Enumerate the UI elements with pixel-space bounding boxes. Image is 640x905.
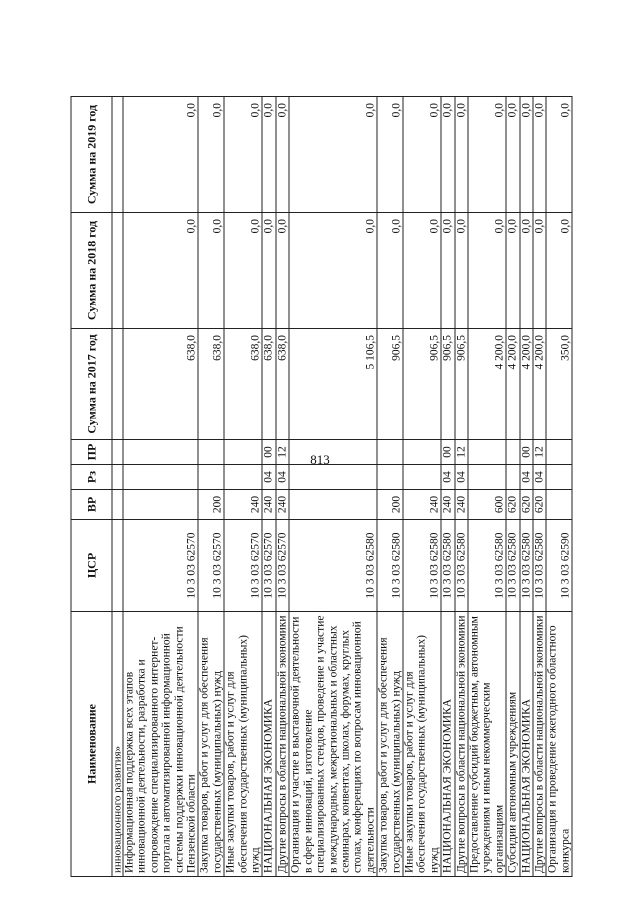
table-row [377, 97, 403, 877]
table-row [112, 97, 123, 877]
cell-sum-2018: 0,0 [224, 213, 262, 329]
cell-sum-2019: 0,0 [262, 97, 275, 213]
cell-csr: 10 3 03 62580 [533, 520, 546, 612]
cell-vr [546, 490, 572, 520]
header-csr: ЦСР [71, 520, 112, 612]
cell-rz [112, 465, 123, 490]
cell-sum-2019: 0,0 [276, 97, 289, 213]
cell-sum-2018: 0,0 [403, 213, 441, 329]
cell-rz [289, 465, 377, 490]
cell-vr: 240 [455, 490, 468, 520]
cell-pr [198, 440, 224, 465]
budget-table [71, 96, 573, 877]
header-sum-2019: Сумма на 2019 год [71, 97, 112, 213]
cell-sum-2017: 638,0 [224, 329, 262, 440]
cell-sum-2017: 4 200,0 [506, 329, 519, 440]
cell-name: Другие вопросы в области национальной экономики [455, 612, 468, 877]
cell-sum-2019: 0,0 [224, 97, 262, 213]
cell-rz [123, 465, 198, 490]
cell-pr [468, 440, 506, 465]
cell-vr: 620 [520, 490, 533, 520]
cell-sum-2019: 0,0 [533, 97, 546, 213]
cell-rz [468, 465, 506, 490]
cell-sum-2017: 4 200,0 [533, 329, 546, 440]
cell-csr [112, 520, 123, 612]
cell-name: Иные закупки товаров, работ и услуг для обеспечения государственных (муниципальных) нужд [403, 612, 441, 877]
rotated-table-container [71, 97, 570, 877]
table-row [533, 97, 546, 877]
cell-csr: 10 3 03 62580 [520, 520, 533, 612]
table-row [520, 97, 533, 877]
cell-rz [224, 465, 262, 490]
cell-rz: 04 [441, 465, 454, 490]
cell-sum-2017: 5 106,5 [289, 329, 377, 440]
cell-rz: 04 [520, 465, 533, 490]
cell-sum-2017: 4 200,0 [468, 329, 506, 440]
cell-vr: 240 [224, 490, 262, 520]
cell-sum-2019 [112, 97, 123, 213]
cell-vr: 240 [441, 490, 454, 520]
cell-sum-2017 [112, 329, 123, 440]
cell-sum-2019: 0,0 [468, 97, 506, 213]
cell-name: НАЦИОНАЛЬНАЯ ЭКОНОМИКА [262, 612, 275, 877]
header-sum-2018: Сумма на 2018 год [71, 213, 112, 329]
cell-rz: 04 [533, 465, 546, 490]
cell-vr: 240 [403, 490, 441, 520]
table-row [468, 97, 506, 877]
cell-sum-2018: 0,0 [546, 213, 572, 329]
cell-sum-2018: 0,0 [198, 213, 224, 329]
header-name: Наименование [71, 612, 112, 877]
cell-pr: 12 [455, 440, 468, 465]
header-vr: ВР [71, 490, 112, 520]
cell-csr: 10 3 03 62590 [546, 520, 572, 612]
cell-vr: 620 [506, 490, 519, 520]
cell-pr: 00 [441, 440, 454, 465]
cell-pr: 12 [276, 440, 289, 465]
table-row [224, 97, 262, 877]
cell-csr: 10 3 03 62580 [441, 520, 454, 612]
table-row [289, 97, 377, 877]
cell-sum-2018: 0,0 [262, 213, 275, 329]
cell-csr: 10 3 03 62570 [276, 520, 289, 612]
cell-sum-2019: 0,0 [441, 97, 454, 213]
cell-pr: 00 [262, 440, 275, 465]
cell-sum-2018: 0,0 [533, 213, 546, 329]
cell-sum-2019: 0,0 [506, 97, 519, 213]
cell-vr [123, 490, 198, 520]
table-row [198, 97, 224, 877]
table-row [276, 97, 289, 877]
cell-sum-2019: 0,0 [123, 97, 198, 213]
cell-sum-2018: 0,0 [276, 213, 289, 329]
cell-csr: 10 3 03 62570 [123, 520, 198, 612]
cell-pr [123, 440, 198, 465]
cell-sum-2018: 0,0 [289, 213, 377, 329]
cell-csr: 10 3 03 62580 [506, 520, 519, 612]
cell-name: Предоставление субсидий бюджетным, автономным учреждениям и иным некоммерческим организациям [468, 612, 506, 877]
cell-sum-2019: 0,0 [198, 97, 224, 213]
cell-name: Иные закупки товаров, работ и услуг для обеспечения государственных (муниципальных) нужд [224, 612, 262, 877]
cell-csr: 10 3 03 62580 [403, 520, 441, 612]
cell-sum-2019: 0,0 [546, 97, 572, 213]
cell-name: НАЦИОНАЛЬНАЯ ЭКОНОМИКА [520, 612, 533, 877]
cell-rz [198, 465, 224, 490]
cell-sum-2017: 638,0 [198, 329, 224, 440]
cell-vr: 620 [533, 490, 546, 520]
cell-pr [403, 440, 441, 465]
cell-name: Другие вопросы в области национальной экономики [276, 612, 289, 877]
cell-name: Закупка товаров, работ и услуг для обеспечения государственных (муниципальных) нужд [377, 612, 403, 877]
cell-csr: 10 3 03 62580 [289, 520, 377, 612]
cell-pr [224, 440, 262, 465]
cell-sum-2018: 0,0 [441, 213, 454, 329]
cell-rz [377, 465, 403, 490]
cell-rz: 04 [262, 465, 275, 490]
cell-rz: 04 [455, 465, 468, 490]
cell-pr [112, 440, 123, 465]
cell-name: Организация и участие в выставочной деятельности в сфере инноваций, изготовление специализированных стендов, проведение и участие в международных, межрегиональных и областных семинарах, конвентах, школах, форумах, круглых столах, конференциях по вопросам инновационной деятельности [289, 612, 377, 877]
cell-name: НАЦИОНАЛЬНАЯ ЭКОНОМИКА [441, 612, 454, 877]
cell-rz [506, 465, 519, 490]
cell-sum-2019: 0,0 [520, 97, 533, 213]
cell-name: инновационного развития» [112, 612, 123, 877]
cell-csr: 10 3 03 62580 [377, 520, 403, 612]
cell-csr: 10 3 03 62580 [455, 520, 468, 612]
table-row [123, 97, 198, 877]
table-row [262, 97, 275, 877]
cell-pr: 00 [520, 440, 533, 465]
cell-sum-2017: 638,0 [276, 329, 289, 440]
cell-name: Субсидии автономным учреждениям [506, 612, 519, 877]
cell-name: Организация и проведение ежегодного областного конкурса [546, 612, 572, 877]
table-row [506, 97, 519, 877]
cell-pr [506, 440, 519, 465]
cell-vr: 240 [276, 490, 289, 520]
table-row [441, 97, 454, 877]
cell-vr: 200 [198, 490, 224, 520]
cell-sum-2017: 350,0 [546, 329, 572, 440]
cell-vr: 200 [377, 490, 403, 520]
cell-sum-2019: 0,0 [289, 97, 377, 213]
cell-sum-2018: 0,0 [506, 213, 519, 329]
cell-vr [112, 490, 123, 520]
cell-pr [289, 440, 377, 465]
cell-sum-2017: 906,5 [403, 329, 441, 440]
cell-name: Другие вопросы в области национальной экономики [533, 612, 546, 877]
cell-sum-2019: 0,0 [377, 97, 403, 213]
table-row [403, 97, 441, 877]
cell-name: Информационная поддержка всех этапов инновационной деятельности, разработка и сопровождение специализированного интернет-портала и автоматизированной информационной системы поддержки инновационной деятельности Пензенской области [123, 612, 198, 877]
cell-sum-2017: 906,5 [455, 329, 468, 440]
header-pr: ПР [71, 440, 112, 465]
cell-pr [546, 440, 572, 465]
cell-sum-2017: 906,5 [441, 329, 454, 440]
cell-csr: 10 3 03 62580 [468, 520, 506, 612]
cell-rz: 04 [276, 465, 289, 490]
table-row [455, 97, 468, 877]
cell-csr: 10 3 03 62570 [198, 520, 224, 612]
cell-name: Закупка товаров, работ и услуг для обеспечения государственных (муниципальных) нужд [198, 612, 224, 877]
cell-sum-2019: 0,0 [403, 97, 441, 213]
cell-sum-2018: 0,0 [377, 213, 403, 329]
header-sum-2017: Сумма на 2017 год [71, 329, 112, 440]
cell-sum-2018 [112, 213, 123, 329]
header-row [71, 97, 112, 877]
cell-sum-2019: 0,0 [455, 97, 468, 213]
cell-rz [403, 465, 441, 490]
cell-sum-2018: 0,0 [455, 213, 468, 329]
cell-sum-2018: 0,0 [468, 213, 506, 329]
cell-sum-2018: 0,0 [520, 213, 533, 329]
page-number: 813 [310, 452, 330, 467]
cell-csr: 10 3 03 62570 [224, 520, 262, 612]
cell-rz [546, 465, 572, 490]
cell-sum-2017: 4 200,0 [520, 329, 533, 440]
cell-sum-2017: 638,0 [123, 329, 198, 440]
cell-vr: 240 [262, 490, 275, 520]
cell-pr [377, 440, 403, 465]
cell-vr [289, 490, 377, 520]
cell-pr: 12 [533, 440, 546, 465]
cell-sum-2017: 906,5 [377, 329, 403, 440]
cell-csr: 10 3 03 62570 [262, 520, 275, 612]
cell-vr: 600 [468, 490, 506, 520]
cell-sum-2018: 0,0 [123, 213, 198, 329]
table-row [546, 97, 572, 877]
header-rz: Рз [71, 465, 112, 490]
cell-sum-2017: 638,0 [262, 329, 275, 440]
